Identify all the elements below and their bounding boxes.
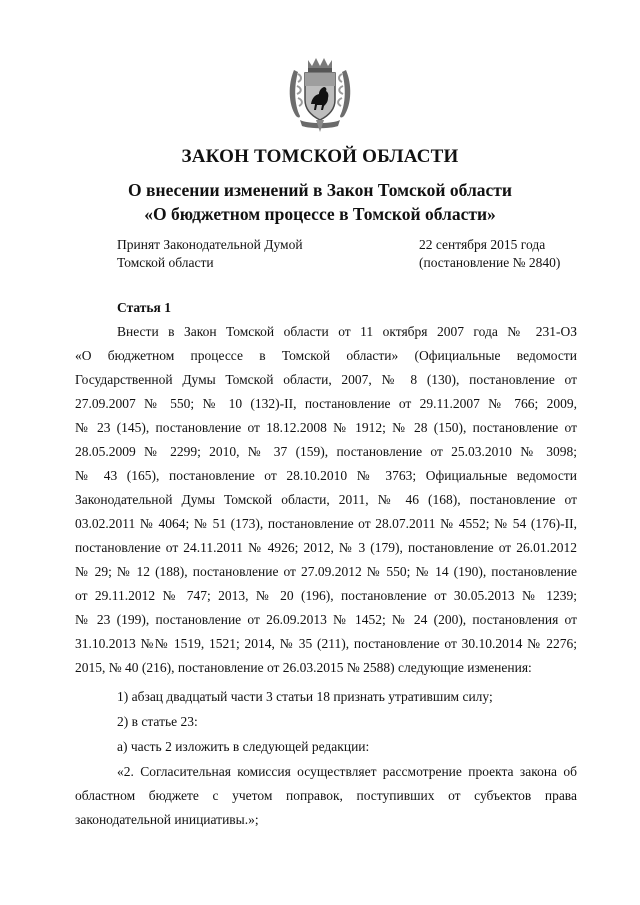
body-line: № 43 (165), постановление от 28.10.2010 № 3763; Официальные ведомости (75, 468, 577, 483)
body-line: постановление от 24.11.2011 № 4926; 2012, № 3 (179), постановление от 26.01.2012 (75, 540, 577, 555)
body-line: № 29; № 12 (188), постановление от 27.09.2012 № 550; № 14 (190), постановление (75, 564, 577, 579)
adopted-by (117, 236, 303, 272)
adopted-by-line-1: Принят Законодательной Думой (117, 237, 303, 252)
law-title: ЗАКОН ТОМСКОЙ ОБЛАСТИ (181, 146, 459, 167)
body-line: Внести в Закон Томской области от 11 октября 2007 года № 231-ОЗ (117, 324, 577, 339)
article-heading: Статья 1 (117, 300, 171, 315)
body-line: 31.10.2013 №№ 1519, 1521; 2014, № 35 (211), постановление от 30.10.2014 № 2276; (75, 636, 577, 651)
body-line: Государственной Думы Томской области, 2007, № 8 (130), постановление от (75, 372, 577, 387)
body-line: 2015, № 40 (216), постановление от 26.03.2015 № 2588) следующие изменения: (75, 660, 532, 675)
adoption-date (419, 236, 560, 272)
body-line: 28.05.2009 № 2299; 2010, № 37 (159), постановление от 25.03.2010 № 3098; (75, 444, 577, 459)
body-line: 27.09.2007 № 550; № 10 (132)-II, постановление от 29.11.2007 № 766; 2009, (75, 396, 577, 411)
adoption-date-line-2: (постановление № 2840) (419, 255, 561, 270)
quoted-text-line-2: областном бюджете с учетом поправок, поступивших от субъектов права (75, 788, 577, 803)
amendment-item-1: 1) абзац двадцатый части 3 статьи 18 признать утратившим силу; (117, 689, 493, 704)
body-line: «О бюджетном процессе в Томской области» (Официальные ведомости (75, 348, 577, 363)
body-line: Законодательной Думы Томской области, 2011, № 46 (168), постановление от (75, 492, 577, 507)
amendment-item-2a: а) часть 2 изложить в следующей редакции: (117, 739, 370, 754)
quoted-text-line-3: законодательной инициативы.»; (75, 812, 259, 827)
body-line: от 29.11.2012 № 747; 2013, № 20 (196), постановление от 30.05.2013 № 1239; (75, 588, 577, 603)
amendment-item-2: 2) в статье 23: (117, 714, 198, 729)
law-subtitle-line-1: О внесении изменений в Закон Томской области (128, 180, 512, 200)
adoption-date-line-1: 22 сентября 2015 года (419, 237, 546, 252)
body-line: № 23 (145), постановление от 18.12.2008 № 1912; № 28 (150), постановление от (75, 420, 577, 435)
body-line: № 23 (199), постановление от 26.09.2013 № 1452; № 24 (200), постановления от (75, 612, 577, 627)
coat-of-arms-icon (288, 54, 352, 132)
quoted-text-line-1: «2. Согласительная комиссия осуществляет рассмотрение проекта закона об (117, 764, 577, 779)
body-line: 03.02.2011 № 4064; № 51 (173), постановление от 28.07.2011 № 4552; № 54 (176)-II, (75, 516, 577, 531)
adopted-by-line-2: Томской области (117, 255, 214, 270)
law-subtitle-line-2: «О бюджетном процессе в Томской области» (144, 204, 496, 224)
